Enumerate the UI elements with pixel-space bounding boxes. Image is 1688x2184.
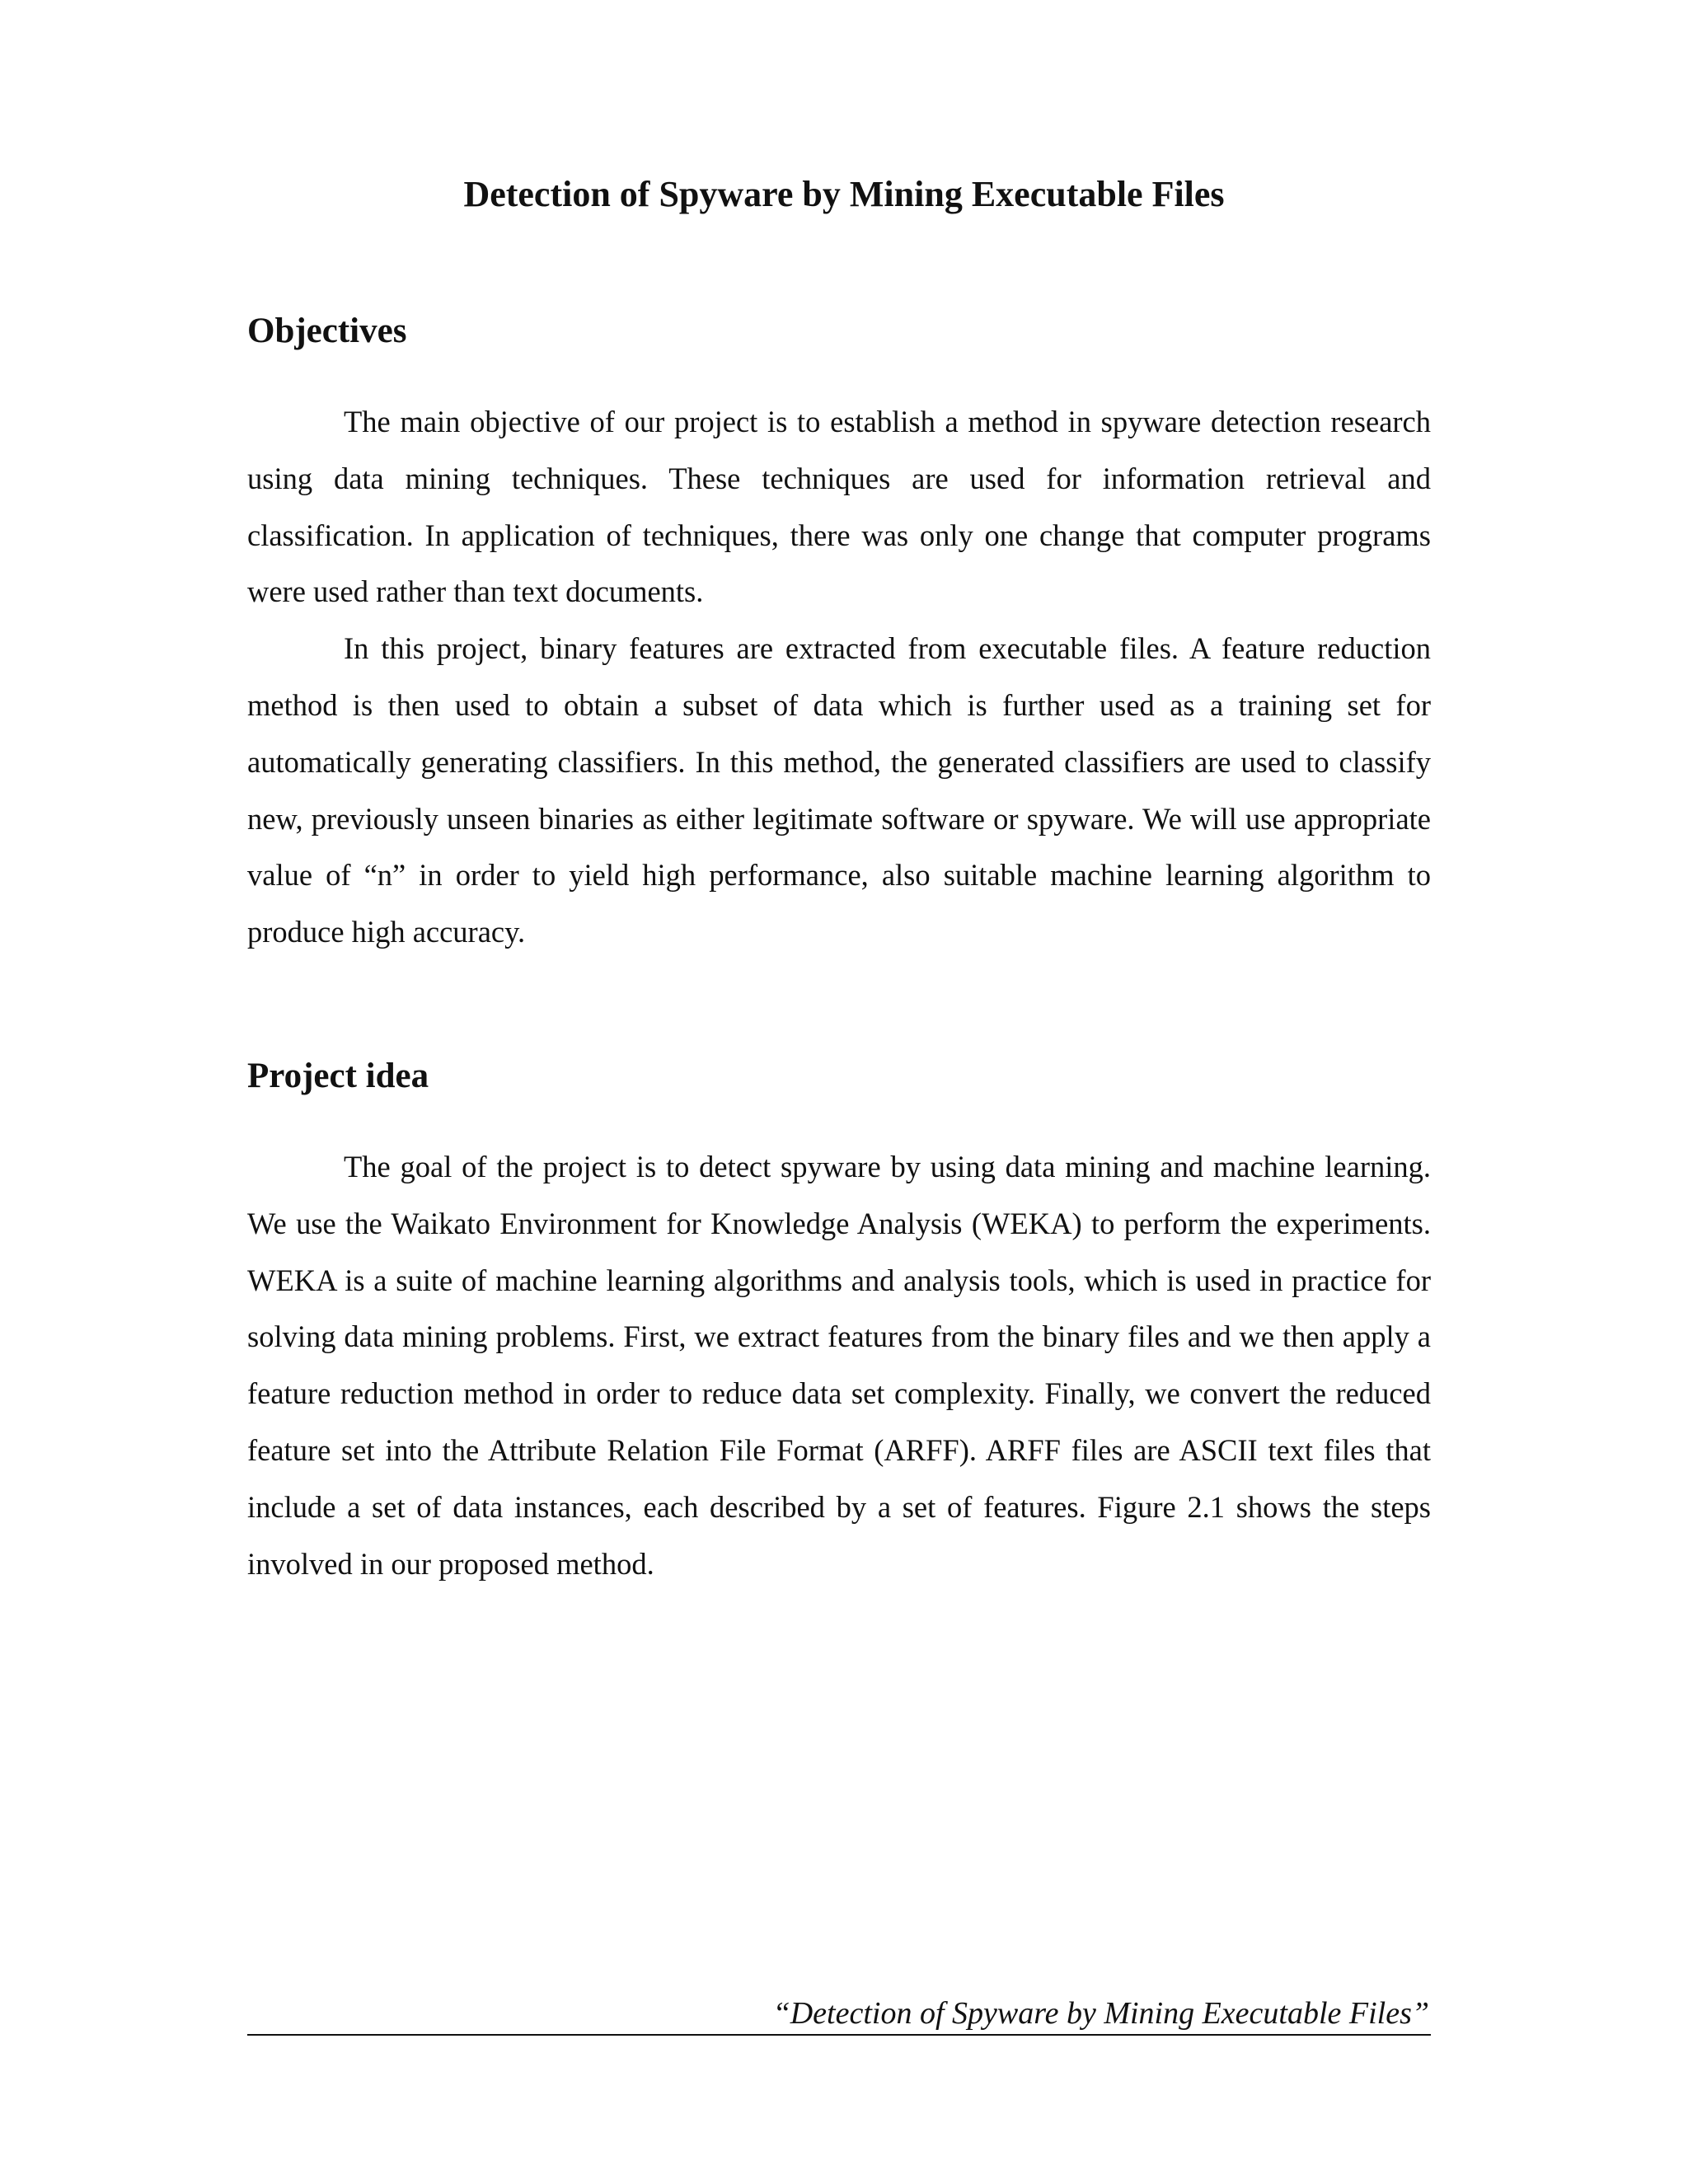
- section-body-project-idea: [247, 1139, 1431, 1592]
- section-heading-objectives: Objectives: [247, 312, 407, 350]
- paragraph: In this project, binary features are extracted from executable files. A feature reduction method is then used to obtain a subset of data which is further used as a training set for automatically generating classifiers. In this method, the generated classifiers are used to classify new, previously unseen binaries as either legitimate software or spyware. We will use appropriate value of “n” in order to yield high performance, also suitable machine learning algorithm to produce high accuracy.: [247, 631, 1431, 949]
- footer-title: “Detection of Spyware by Mining Executable Files”: [772, 1996, 1429, 2031]
- page-footer: [247, 1993, 1431, 2036]
- section-body-objectives: [247, 394, 1431, 961]
- document-title: Detection of Spyware by Mining Executable Files: [463, 174, 1225, 214]
- paragraph: The goal of the project is to detect spyware by using data mining and machine learning. We use the Waikato Environment for Knowledge Analysis (WEKA) to perform the experiments. WEKA is a suite of machine learning algorithms and analysis tools, which is used in practice for solving data mining problems. First, we extract features from the binary files and we then apply a feature reduction method in order to reduce data set complexity. Finally, we convert the reduced feature set into the Attribute Relation File Format (ARFF). ARFF files are ASCII text files that include a set of data instances, each described by a set of features. Figure 2.1 shows the steps involved in our proposed method.: [247, 1150, 1431, 1581]
- section-heading-project-idea: Project idea: [247, 1057, 429, 1095]
- paragraph: The main objective of our project is to establish a method in spyware detection research using data mining techniques. These techniques are used for information retrieval and classification. In application of techniques, there was only one change that computer programs were used rather than text documents.: [247, 405, 1431, 609]
